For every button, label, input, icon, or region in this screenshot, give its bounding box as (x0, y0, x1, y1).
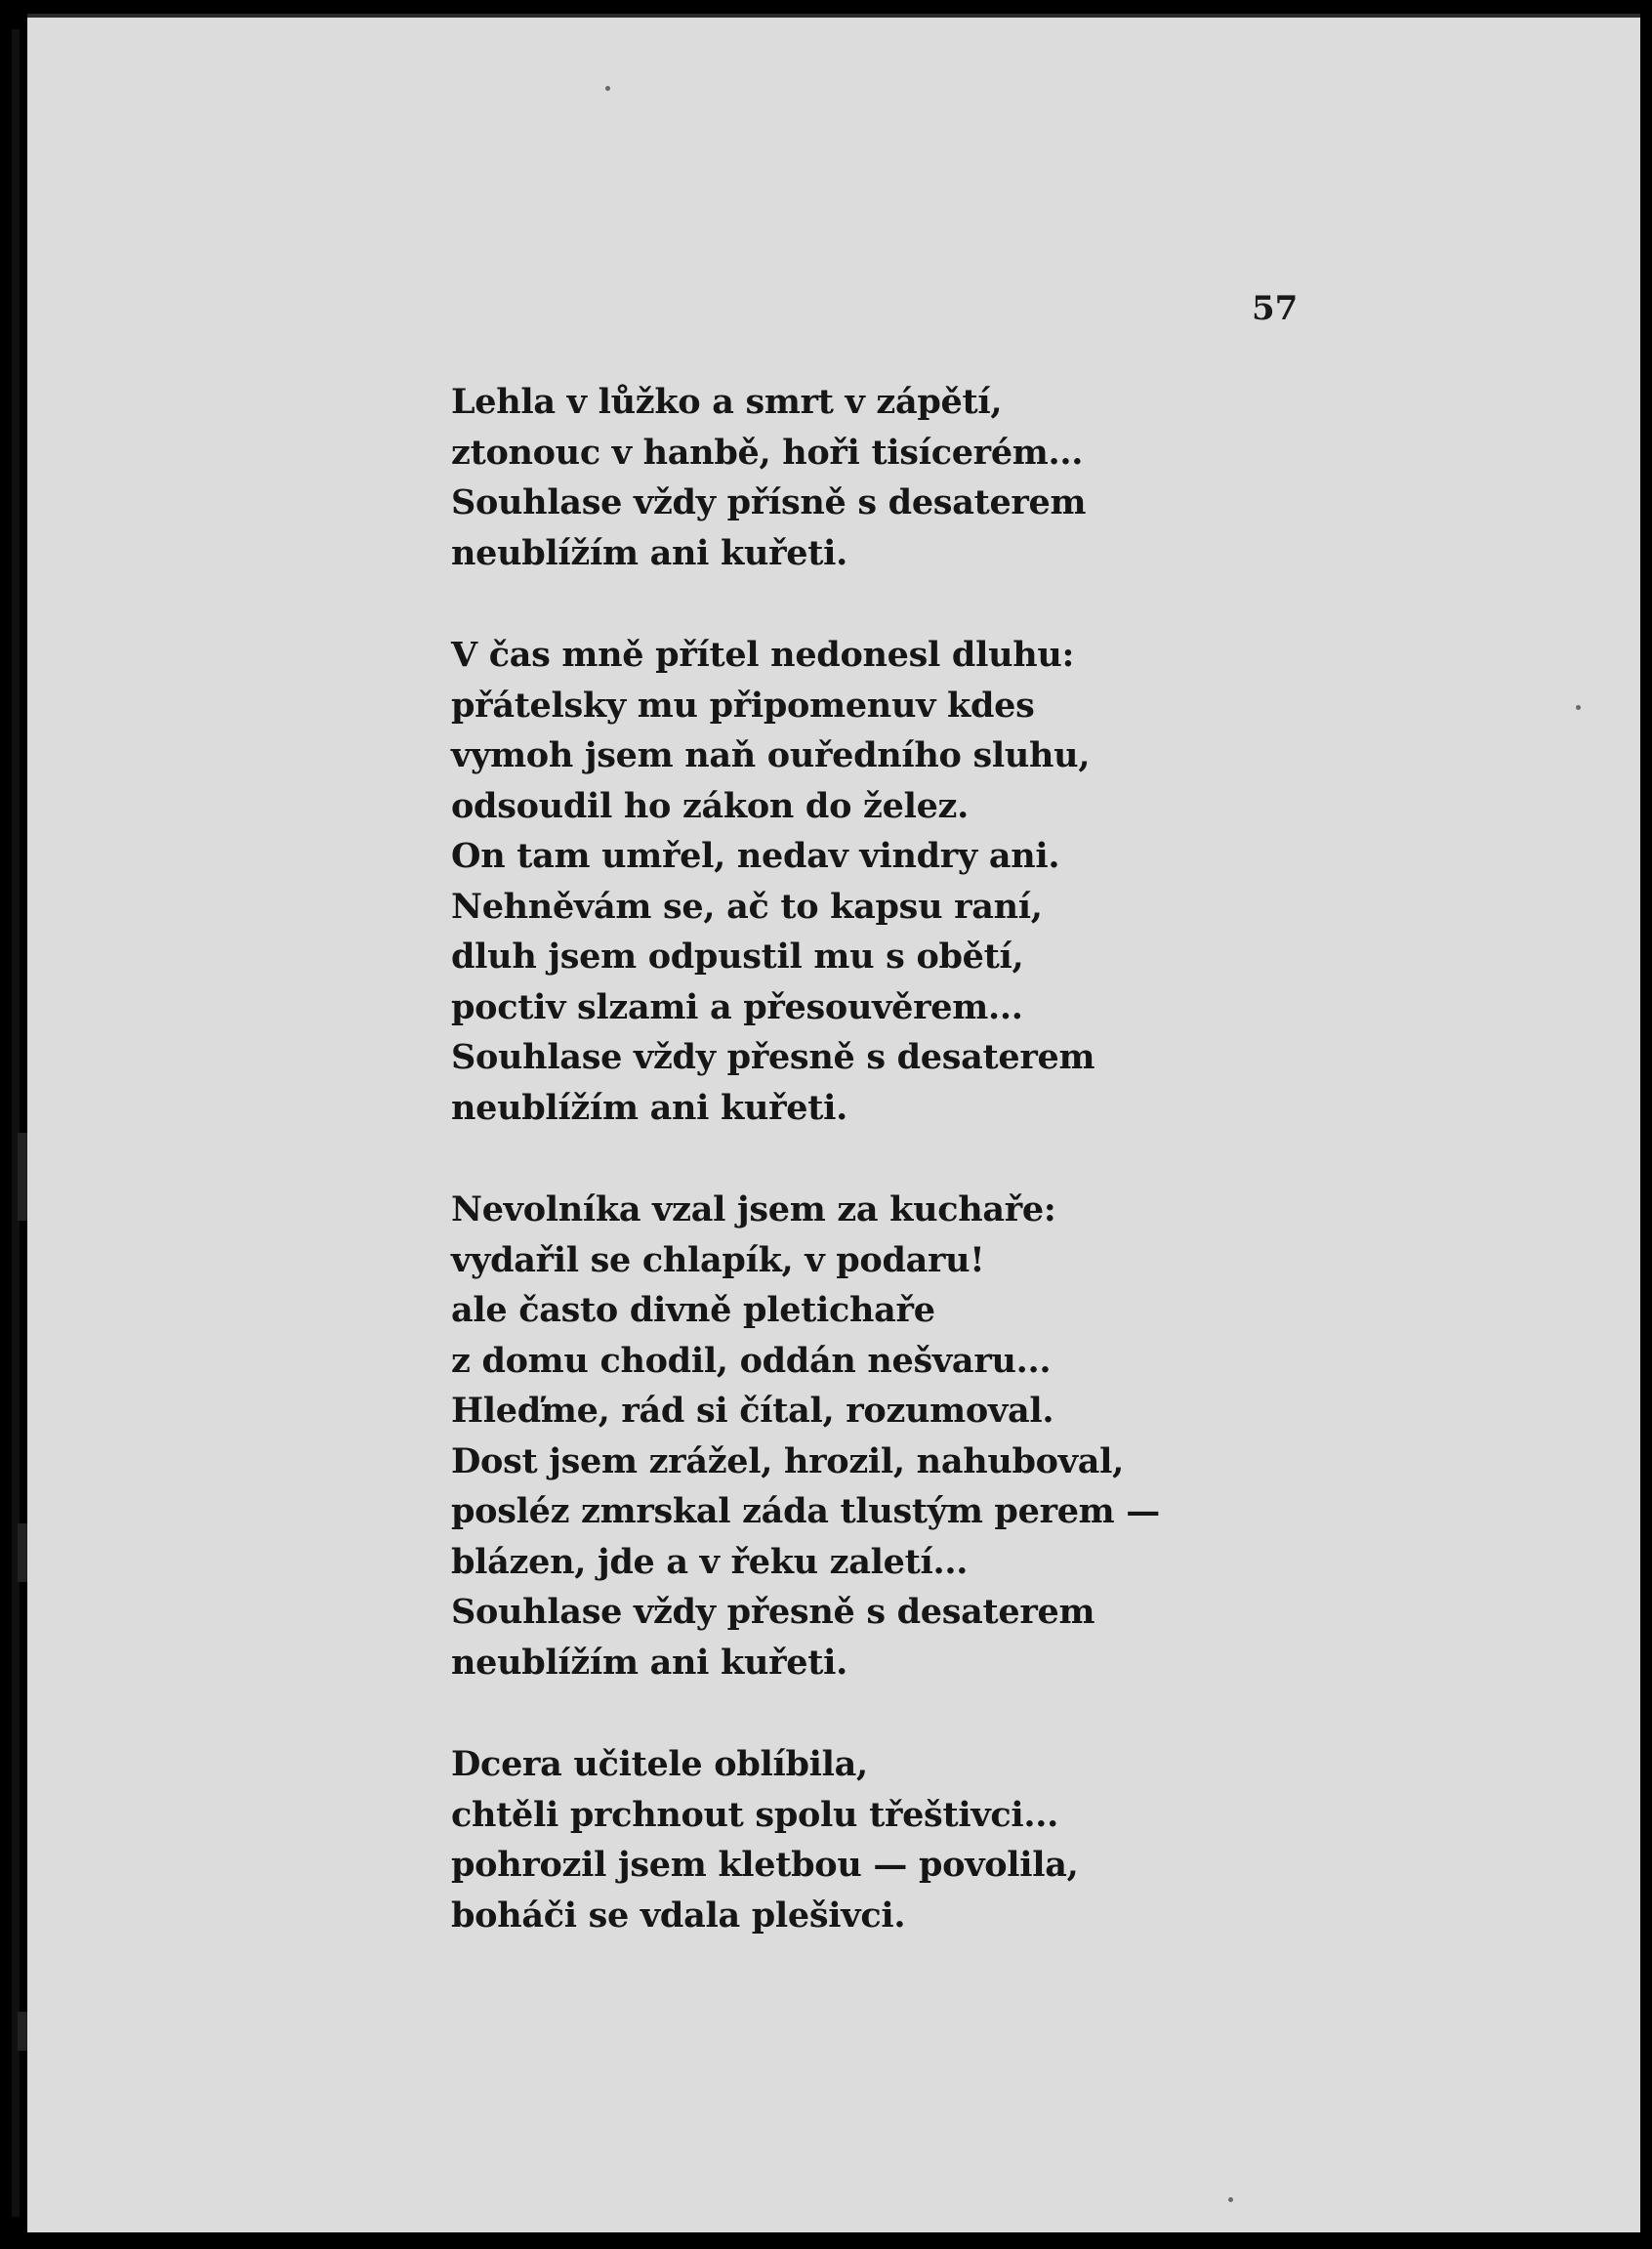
poem-line: On tam umřel, nedav vindry ani. (451, 836, 1060, 876)
poem-line: Dost jsem zrážel, hrozil, nahuboval, (451, 1440, 1125, 1481)
poem-line: Souhlase vždy přísně s desaterem (451, 482, 1087, 522)
poem-line: Nehněvám se, ač to kapsu raní, (451, 886, 1043, 927)
poem-line: boháči se vdala plešivci. (451, 1895, 906, 1936)
binding-mark (18, 1523, 27, 1582)
poem (451, 377, 1213, 1992)
page-number: 57 (1252, 289, 1299, 328)
binding-mark (18, 2012, 27, 2051)
poem-line: neublížím ani kuřeti. (451, 1087, 847, 1128)
poem-line: ale často divně pletichaře (451, 1290, 935, 1330)
stanza (451, 1739, 1213, 1940)
poem-line: neublížím ani kuřeti. (451, 532, 847, 573)
stanza (451, 630, 1213, 1133)
poem-line: Dcera učitele oblíbila, (451, 1744, 868, 1784)
stanza (451, 1185, 1213, 1687)
poem-line: blázen, jde a v řeku zaletí... (451, 1541, 969, 1582)
poem-line: vydařil se chlapík, v podaru! (451, 1239, 985, 1280)
poem-line: Souhlase vždy přesně s desaterem (451, 1037, 1095, 1077)
paper-speck (1576, 705, 1581, 710)
binding-edge (12, 29, 20, 2217)
poem-line: vymoh jsem naň ouředního sluhu, (451, 735, 1091, 775)
stanza (451, 377, 1213, 578)
poem-line: chtěli prchnout spolu třeštivci... (451, 1794, 1059, 1835)
poem-line: neublížím ani kuřeti. (451, 1642, 847, 1683)
poem-line: ztonouc v hanbě, hoři tisícerém... (451, 432, 1084, 473)
poem-line: Lehla v lůžko a smrt v zápětí, (451, 382, 1003, 422)
binding-mark (18, 1133, 27, 1221)
poem-line: dluh jsem odpustil mu s obětí, (451, 937, 1024, 977)
poem-line: Nevolníka vzal jsem za kuchaře: (451, 1189, 1056, 1229)
poem-line: V čas mně přítel nedonesl dluhu: (451, 635, 1075, 675)
poem-line: odsoudil ho zákon do želez. (451, 785, 969, 826)
poem-line: přátelsky mu připomenuv kdes (451, 685, 1035, 726)
poem-line: Souhlase vždy přesně s desaterem (451, 1592, 1095, 1632)
paper-speck (1228, 2197, 1233, 2202)
poem-line: pohrozil jsem kletbou — povolila, (451, 1845, 1079, 1885)
poem-line: posléz zmrskal záda tlustým perem — (451, 1491, 1161, 1531)
paper-speck (605, 86, 610, 91)
poem-line: Hleďme, rád si čítal, rozumoval. (451, 1391, 1054, 1431)
poem-line: poctiv slzami a přesouvěrem... (451, 986, 1023, 1027)
poem-line: z domu chodil, oddán nešvaru... (451, 1340, 1052, 1381)
